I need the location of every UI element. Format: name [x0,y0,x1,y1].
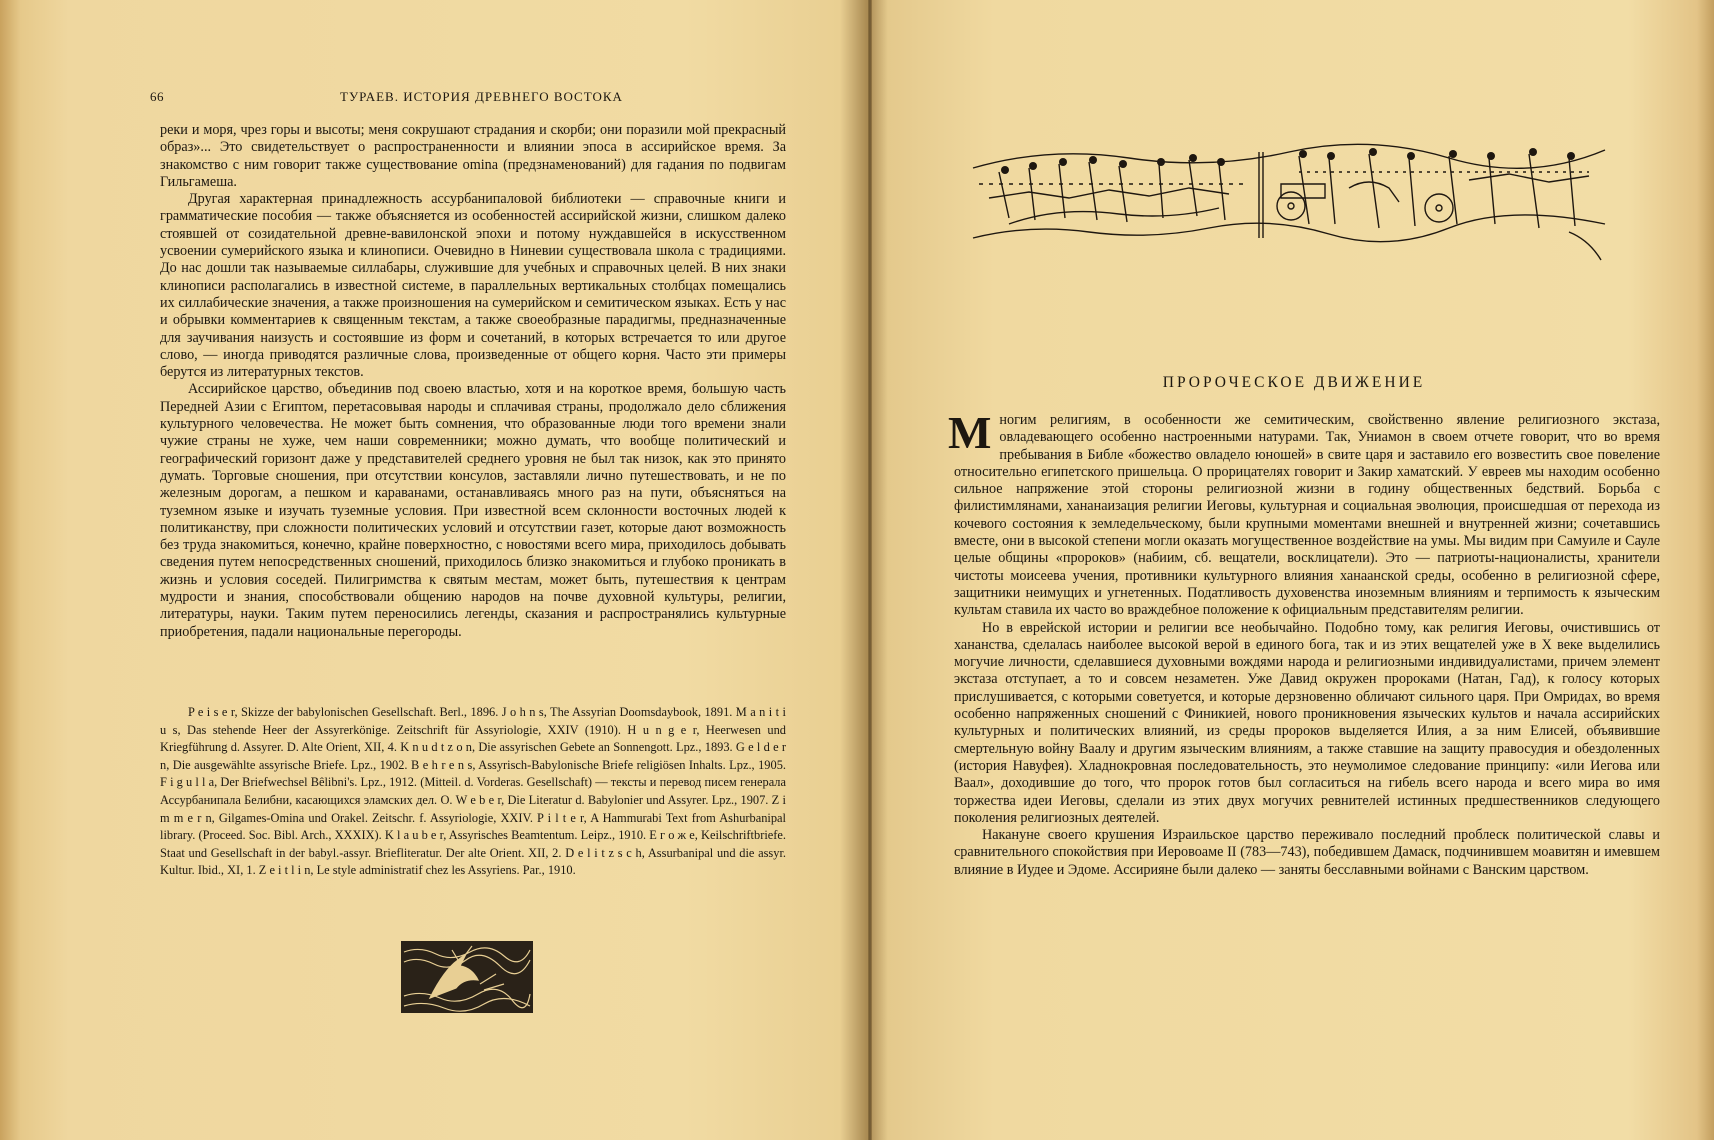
paragraph: Накануне своего крушения Израильское царство переживало последний проблеск политической славы и сравнительного спокойствия при Иеровоаме II (783—743), победившем Дамаск, подчинившем моавитян и имевшем влияние в Иудее и Эдоме. Ассирияне были далеко — заняты бесславными войнами с Ванским царством. [954,827,1660,878]
right-body-text [948,407,1660,879]
paragraph: Но в еврейской истории и религии все необычайно. Подобно тому, как религия Иеговы, очистившись от хананства, сделалась наиболее высокой верой в единого бога, так и из этих вещателей уже в X веке выделились могучие личности, сделавшиеся духовными вождями народа и религиозными индивидуалистами, причем элемент экстаза отступает, а то и совсем незаметен. Уже Давид окружен пророками (Натан, Гад), к голосу которых прислушивается, с которыми советуется, и которые дерзновенно обличают сильного царя. При Омридах, во время особенно напряженных сношений с Финикией, нового проникновения языческих культов и начала ассирийских культурных и политических влияний, из среды пророков выделяется Илия, а за ним Елисей, объявившие смертельную войну Ваалу и другим языческим влияниям, а также ставшие на защиту правосудия и обездоленных (история Навуфея). Хладнокровная последовательность, это неумолимое следование принципу: «или Иегова или Ваал», доходившие до того, что пророк готов был согласиться на гибель всего народа и всего мира во имя торжества идеи Иеговы, сделали из этих двух могучих ревнителей истинных предшественников следующего поколения религиозных деятелей. [954,619,1660,826]
page-number: 66 [150,89,164,104]
chapter-title: ПРОРОЧЕСКОЕ ДВИЖЕНИЕ [1162,374,1426,391]
drop-cap: М [948,407,992,458]
left-body-text [160,122,786,641]
first-paragraph [948,407,1660,620]
paragraph: реки и моря, чрез горы и высоты; меня сокрушают страдания и скорби; они поразили мой прекрасный образ»... Это свидетельствует о распространенности и влиянии эпоса в ассирийское время. За знакомство с ним говорит также существование omina (предзнаменований) для гадания по подвигам Гильгамеша. [160,122,786,190]
bibliography: P e i s e r, Skizze der babylonischen Gesellschaft. Berl., 1896. J o h n s, The Assyrian Doomsdaybook, 1891. M a n i t i u s, Das stehende Heer der Assyrerkönige. Zeitschrift für Assyriologie, XXIV (1910). H u n g e r, Heerwesen und Kriegführung d. Assyrer. D. Alte Orient, XII, 4. K n u d t z o n, Die assyrischen Gebete an Sonnengott. Lpz., 1893. G e l d e r n, Die ausgewählte assyrische Briefe. Lpz., 1902. B e h r e n s, Assyrisch-Babylonische Briefe religiösen Inhalts. Lpz., 1905. F i g u l l a, Der Briefwechsel Bêlibni's. Lpz., 1912. (Mitteil. d. Vorderas. Gesellschaft) — тексты и перевод писем генерала Ассурбанипала Белибни, касающихся эламских дел. O. W e b e r, Die Literatur d. Babylonier und Assyrer. Lpz., 1907. Z i m m e r n, Gilgames-Omina und Orakel. Zeitschr. f. Assyriologie, XXIV. P i l t e r, A Hammurabi Text from Ashurbanipal library. (Proceed. Soc. Bibl. Arch., XXXIX). K l a u b e r, Assyrisches Beamtentum. Leipz., 1910. Е г о ж е, Keilschriftbriefe. Staat und Gesellschaft in der babyl.-assyr. Briefliteratur. Der alte Orient. XII, 2. D e l i t z s c h, Assurbanipal und die assyr. Kultur. Ibid., XI, 1. Z e i t l i n, Le style administratif chez les Assyriens. Par., 1910. [160,705,786,878]
right-page [874,0,1714,1140]
paragraph: Другая характерная принадлежность ассурбанипаловой библиотеки — справочные книги и грамматические пособия — также объясняется из особенностей ассирийской жизни, слишком далеко стоявшей от созидательной древне-вавилонской эпохи и потому нуждавшейся в искусственном усвоении сумерийского языка и клинописи. Очевидно в Ниневии существовала школа с традициями. До нас дошли так называемые силлабары, служившие для учебных и справочных целей. В них знаки клинописи располагались в известной системе, в параллельных вертикальных столбцах помещались их силлабические значения, а также произношения на сумерийском и семитическом языках. Есть у нас и обрывки комментариев к священным текстам, а также своеобразные парадигмы, предназначенные для заучивания наизусть и состоявшие из форм и сочетаний, в которых встречается то или другое слово, — иногда приводятся различные слова, произведенные от общего корня. Часто эти примеры берутся из литературных текстов. [160,191,786,381]
battle-frieze [969,128,1609,266]
first-paragraph-text: ногим религиям, в особенности же семитическим, свойственно явление религиозного экстаза, овладевающего особенно настроенными натурами. Так, Униамон в своем отчете говорит, что во время пребывания в Библе «божество овладело юношей» в свите царя и заставило его возвестить свое повеление относительно египетского пришельца. О прорицателях говорит и Закир хаматский. У евреев мы находим особенно сильное напряжение этой стороны религиозной жизни в годину общественных бедствий. Борьба с филистимлянами, хананаизация религии Иеговы, культурная и социальная эволюция, происшедшая от перехода из кочевого состояния к земледельческому, были крупными моментами внешней и внутренней жизни; сочетавшись вместе, они в высокой степени могли оказать могущественное воздействие на умы. Мы видим при Самуиле и Сауле целые общины «пророков» (набиим, сб. вещатели, восклицатели). Это — патриоты-националисты, хранители чистоты моисеева учения, противники культурного влияния ханаанской среды, особенно в религиозной сфере, защитники неимущих и угнетенных. Податливость духовенства иноземным влияниям и терпимость к языческим культам ставила их часто во враждебное положение к официальным представителям религии. [954,412,1660,619]
running-title: ТУРАЕВ. ИСТОРИЯ ДРЕВНЕГО ВОСТОКА [340,89,623,104]
paragraph: Ассирийское царство, объединив под своею властью, хотя и на короткое время, большую часть Передней Азии с Египтом, перетасовывая народы и сплачивая страны, продолжало дело сближения культурного человечества. Не может быть сомнения, что образованные люди того времени знали чужие страны не хуже, чем наши современники; можно думать, что вообще политический и географический горизонт даже у представителей среднего уровня не был так низок, как это принято думать. Торговые сношения, при отсутствии консулов, заставляли лично путешествовать, и не по железным дорогам, а пешком и караванами, останавливаясь много раз на пути, объясняться на туземном языке и изучать туземные условия. При известной всем склонности восточных людей к политиканству, при сложности политических условий и отсутствии газет, которые дают возможность без труда знакомиться, конечно, крайне поверхностно, с новостями всего мира, приходилось добывать сведения путем непосредственных сношений, приходилось близко знакомиться и глубоко проникать в жизнь и условия соседей. Пилигримства к святым местам, может быть, путешествия к центрам мудрости и знания, способствовали общению народов на почве духовной культуры, религии, литературы, науки. Таким путем переносились легенды, сказания и распространялись культурные приобретения, падали национальные перегороды. [160,381,786,640]
bird-vignette [400,940,534,1014]
